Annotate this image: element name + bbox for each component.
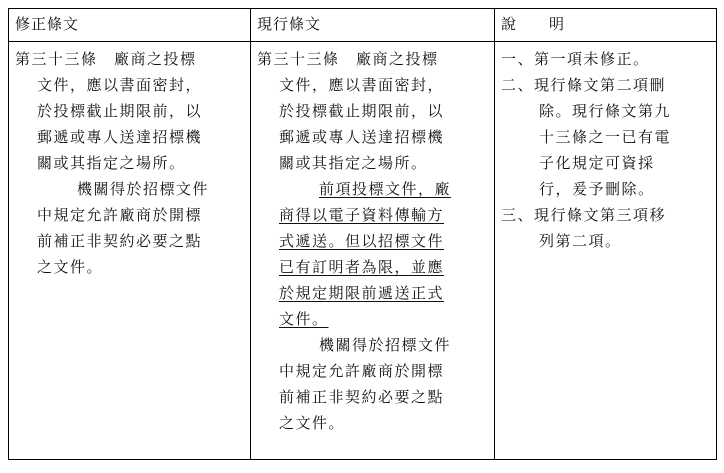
explanation-line: 十三條之一已有電 <box>539 128 672 146</box>
amended-line: 之文件。 <box>37 258 104 276</box>
deleted-text-line: 商得以電子資料傳輸方 <box>279 206 445 224</box>
amended-line: 第三十三條 廠商之投標 <box>15 50 197 68</box>
table-header-row <box>9 9 717 42</box>
amended-line: 前補正非契約必要之點 <box>37 232 203 250</box>
current-line: 關或其指定之場所。 <box>279 154 428 172</box>
current-line: 之文件。 <box>279 414 346 432</box>
current-line: 第三十三條 廠商之投標 <box>257 50 439 68</box>
deleted-text-line: 式遞送。但以招標文件 <box>279 232 445 250</box>
deleted-text-line: 已有訂明者為限，並應 <box>279 258 445 276</box>
deleted-text-line: 前項投標文件，廠 <box>319 180 452 198</box>
explanation-cell <box>495 42 717 460</box>
current-line: 郵遞或專人送達招標機 <box>279 128 445 146</box>
header-current-articles: 現行條文 <box>251 9 495 42</box>
deleted-text-line: 文件。 <box>279 310 329 328</box>
explanation-line: 二、現行條文第二項刪 <box>501 76 667 94</box>
amended-line: 機關得於招標文件 <box>77 180 210 198</box>
comparison-table <box>8 8 717 460</box>
amended-line: 郵遞或專人送達招標機 <box>37 128 203 146</box>
current-line: 中規定允許廠商於開標 <box>279 362 445 380</box>
explanation-line: 行，爰予刪除。 <box>539 180 655 198</box>
amended-line: 文件，應以書面密封， <box>37 76 203 94</box>
explanation-line: 除。現行條文第九 <box>539 102 672 120</box>
explanation-line: 三、現行條文第三項移 <box>501 206 667 224</box>
amended-line: 關或其指定之場所。 <box>37 154 186 172</box>
explanation-line: 子化規定可資採 <box>539 154 655 172</box>
explanation-line: 一、第一項未修正。 <box>501 50 650 68</box>
deleted-text-line: 於規定期限前遞送正式 <box>279 284 445 302</box>
table-row <box>9 42 717 460</box>
current-line: 於投標截止期限前，以 <box>279 102 445 120</box>
current-line: 前補正非契約必要之點 <box>279 388 445 406</box>
header-explanation: 說 明 <box>495 9 717 42</box>
current-line: 機關得於招標文件 <box>319 336 452 354</box>
amended-line: 於投標截止期限前，以 <box>37 102 203 120</box>
amended-article-cell <box>9 42 251 460</box>
current-line: 文件，應以書面密封， <box>279 76 445 94</box>
explanation-line: 列第二項。 <box>539 232 622 250</box>
amended-line: 中規定允許廠商於開標 <box>37 206 203 224</box>
current-article-cell <box>251 42 495 460</box>
header-amended-articles: 修正條文 <box>9 9 251 42</box>
